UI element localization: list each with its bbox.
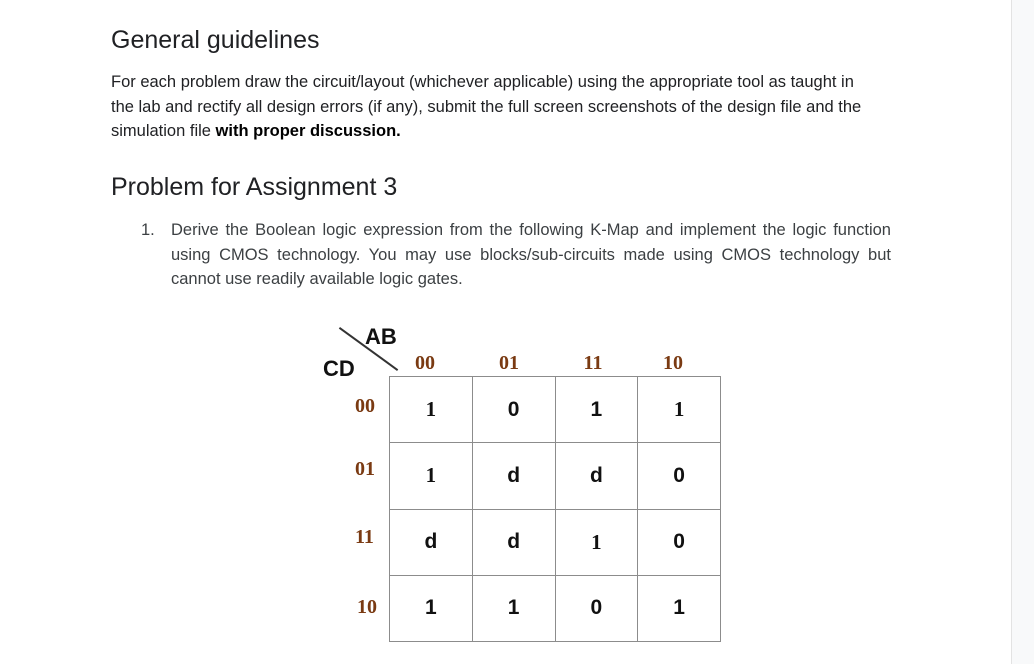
kmap-cell: 1 <box>555 377 638 443</box>
kmap-col-header: 10 <box>663 352 683 374</box>
guidelines-paragraph <box>111 70 881 144</box>
kmap-cell: 1 <box>555 509 638 575</box>
kmap-row <box>390 377 721 443</box>
kmap-col-header: 00 <box>415 352 435 374</box>
kmap-cell: 1 <box>638 377 721 443</box>
guidelines-bold-text: with proper discussion. <box>215 122 401 140</box>
section-title-general-guidelines: General guidelines <box>111 26 320 54</box>
kmap-column-variable: AB <box>365 324 397 349</box>
kmap-row-header: 00 <box>355 395 375 417</box>
kmap-cell: 0 <box>638 443 721 509</box>
kmap-cell: 1 <box>390 377 473 443</box>
kmap-col-header: 11 <box>583 352 603 374</box>
section-title-problem: Problem for Assignment 3 <box>111 173 398 201</box>
kmap-row <box>390 443 721 509</box>
kmap-row-variable: CD <box>323 356 355 381</box>
kmap-cell: 1 <box>472 575 555 641</box>
kmap-row-header: 11 <box>355 526 374 548</box>
kmap-row <box>390 575 721 641</box>
kmap-cell: 1 <box>390 575 473 641</box>
kmap-cell: 1 <box>390 443 473 509</box>
kmap-cell: d <box>472 443 555 509</box>
kmap-cell: d <box>390 509 473 575</box>
vertical-scrollbar[interactable] <box>1011 0 1034 664</box>
guidelines-text: For each problem draw the circuit/layout (whichever applicable) using the appropriate tool as taught in the lab and rectify all design errors (if any), submit the full screen screenshots of the design file and the simulation file <box>111 73 862 140</box>
kmap-cell: 0 <box>472 377 555 443</box>
kmap-row-header: 01 <box>355 458 375 480</box>
problem-text: Derive the Boolean logic expression from the following K-Map and implement the logic function using CMOS technology. You may use blocks/sub-circuits made using CMOS technology but cannot use readily available logic gates. <box>171 221 891 288</box>
kmap-row-header: 10 <box>357 596 377 618</box>
kmap-grid <box>389 376 721 642</box>
kmap-cell: d <box>472 509 555 575</box>
kmap-row <box>390 509 721 575</box>
kmap-col-header: 01 <box>499 352 519 374</box>
kmap-cell: 0 <box>555 575 638 641</box>
kmap-cell: d <box>555 443 638 509</box>
problem-item <box>141 218 891 292</box>
kmap-cell: 1 <box>638 575 721 641</box>
problem-number: 1. <box>141 221 155 239</box>
kmap-cell: 0 <box>638 509 721 575</box>
